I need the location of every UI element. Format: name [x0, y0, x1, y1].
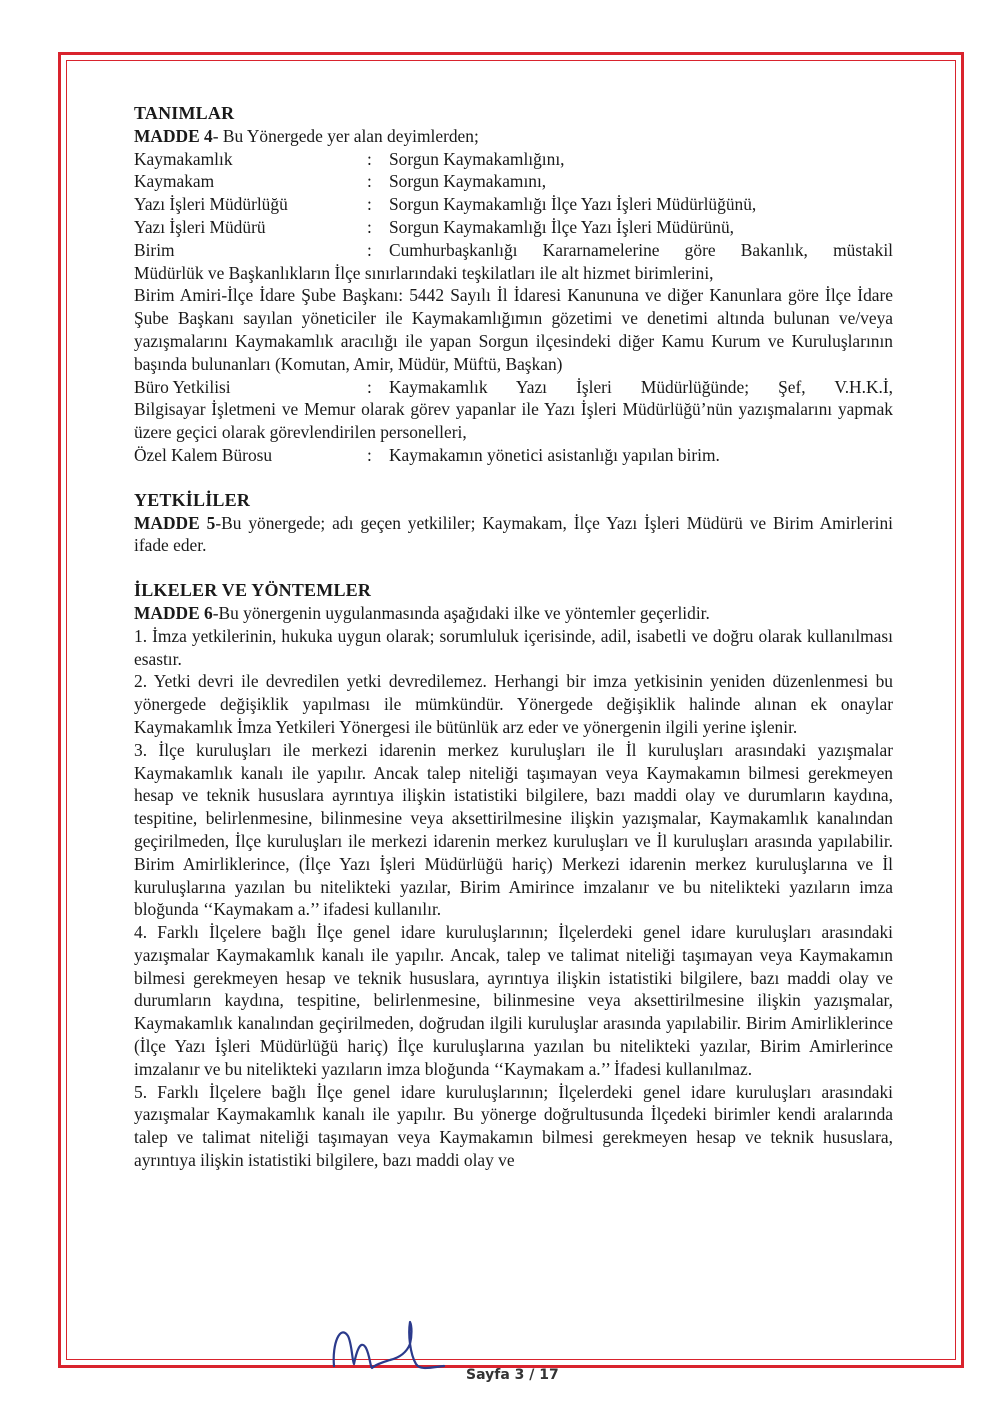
- definition-term: Özel Kalem Bürosu: [134, 444, 273, 465]
- definition-term: Yazı İşleri Müdürlüğü: [134, 194, 288, 215]
- definition-term: Kaymakamlık: [134, 148, 233, 169]
- section-heading-yetkililer: YETKİLİLER: [134, 489, 251, 510]
- madde-6-text: -Bu yönergenin uygulanmasında aşağıdaki ilke ve yöntemler geçerlidir.: [212, 602, 710, 623]
- definition-row: [134, 170, 893, 193]
- madde-5-label: MADDE 5: [134, 512, 216, 533]
- definition-value: Sorgun Kaymakamını,: [389, 171, 547, 192]
- definition-row: [134, 193, 893, 216]
- principle-item: 1. İmza yetkilerinin, hukuka uygun olarak; sorumluluk içerisinde, adil, isabetli ve doğru olarak kullanılması esastır.: [134, 625, 893, 669]
- definition-row-birim: [134, 239, 893, 262]
- definition-value: Kaymakamın yönetici asistanlığı yapılan birim.: [389, 444, 720, 465]
- birim-amiri-definition: Birim Amiri-İlçe İdare Şube Başkanı: 5442 Sayılı İl İdaresi Kanununa ve diğer Kanunlara göre İlçe İdare Şube Başkanı sayılan yöneticiler ile Kaymakamlığımın gözetimi ve denetimi altında bulunan ve/veya yazışmalarını Kaymakamlık aracılığı ile yapan Sorgun ilçesindeki diğer Kamu Kurum ve Kuruluşlarının başında bulunanları (Komutan, Amir, Müdür, Müftü, Başkan): [134, 285, 893, 374]
- definition-row-ozel-kalem: [134, 444, 893, 467]
- definition-colon: :: [367, 171, 372, 192]
- definition-colon: :: [367, 194, 372, 215]
- principle-item: 3. İlçe kuruluşları ile merkezi idarenin merkez kuruluşları ile İl kuruluşları arasındaki yazışmalar Kaymakamlık kanalı ile yapılır. Ancak talep niteliği taşımayan veya Kaymakamın bilmesi gerekmeyen hesap ve teknik hususlara ayrıntıya ilişkin istatistiki bilgilere, bazı maddi olay ve durumların kaydına, tespitine, belirlenmesine, bilinmesine veya aksettirilmesine ilişkin yazışmalar, Kaymakamlık kanalından geçirilmeden, İlçe kuruluşları ile merkezi idarenin merkez kuruluşları ve İl kuruluşları arasında yapılabilir. Birim Amirliklerince, (İlçe Yazı İşleri Müdürlüğü hariç) Merkezi idarenin merkez kuruluşlarına ve İl kuruluşlarına yazılan bu nitelikteki yazılar, Birim Amirince imzalanır ve bu nitelikteki yazıların imza bloğunda ‘‘Kaymakam a.’’ ifadesi kullanılır.: [134, 739, 893, 920]
- definition-term: Birim: [134, 239, 175, 260]
- definition-colon: :: [367, 239, 372, 260]
- definition-value: Sorgun Kaymakamlığı İlçe Yazı İşleri Müdürlüğünü,: [389, 194, 757, 215]
- definition-value: Cumhurbaşkanlığı Kararnamelerine göre Bakanlık, müstakil: [389, 239, 893, 260]
- definition-row-buro: [134, 376, 893, 399]
- definition-value: Sorgun Kaymakamlığı İlçe Yazı İşleri Müdürünü,: [389, 216, 735, 237]
- birim-continuation: Müdürlük ve Başkanlıkların İlçe sınırlarındaki teşkilatları ile alt hizmet birimlerini,: [134, 262, 714, 283]
- section-heading-ilkeler: İLKELER VE YÖNTEMLER: [134, 580, 372, 601]
- buro-continuation: Bilgisayar İşletmeni ve Memur olarak görev yapanlar ile Yazı İşleri Müdürlüğü’nün yazışmalarını yapmak üzere geçici olarak görevlendirilen personelleri,: [134, 399, 893, 443]
- madde-4: [134, 125, 893, 148]
- document-body: [134, 102, 893, 1172]
- page-number: [466, 1367, 559, 1383]
- definition-row: [134, 148, 893, 171]
- page-prefix: Sayfa: [466, 1367, 515, 1383]
- definition-colon: :: [367, 148, 372, 169]
- principle-item: 4. Farklı İlçelere bağlı İlçe genel idare kuruluşlarının; İlçelerdeki genel idare kuruluşları arasındaki yazışmalar Kaymakamlık kanalı ile yapılır. Ancak, talep ve talimat niteliği taşımayan veya Kaymakamın bilmesi gerekmeyen hesap ve teknik hususlara, ayrıntıya ilişkin istatistiki bilgilere, bazı maddi olay ve durumların kaydına, tespitine, belirlenmesine, bilinmesine veya aksettirilmesine ilişkin yazışmalar, Kaymakamlık kanalından geçirilmeden, doğrudan ilgili kuruluşlar arasında yapılabilir. Birim Amirliklerince (İlçe Yazı İşleri Müdürlüğü hariç) İlçe kuruluşlarına yazılan bu nitelikteki yazılar, Birim Amirlerince imzalanır ve bu nitelikteki yazıların imza bloğunda ‘‘Kaymakam a.’’ İfadesi kullanılmaz.: [134, 922, 893, 1079]
- page-current: 3: [514, 1367, 525, 1383]
- principle-item: 2. Yetki devri ile devredilen yetki devredilemez. Herhangi bir imza yetkisinin yeniden düzenlenmesi bu yönergede değişiklik yapılması ile mümkündür. Yönergede değişiklik halinde alınan ek onaylar Kaymakamlık İmza Yetkileri Yönergesi ile bütünlük arz eder ve yönergenin ilgili yerine işlenir.: [134, 671, 893, 737]
- madde-4-text: - Bu Yönergede yer alan deyimlerden;: [212, 125, 479, 146]
- definition-colon: :: [367, 216, 372, 237]
- definition-colon: :: [367, 444, 372, 465]
- madde-6: [134, 602, 893, 625]
- definition-term: Büro Yetkilisi: [134, 376, 231, 397]
- definition-colon: :: [367, 376, 372, 397]
- definition-term: Yazı İşleri Müdürü: [134, 216, 266, 237]
- definition-term: Kaymakam: [134, 171, 215, 192]
- definition-row: [134, 216, 893, 239]
- madde-4-label: MADDE 4: [134, 125, 213, 146]
- madde-5: [134, 512, 893, 558]
- principle-item: 5. Farklı İlçelere bağlı İlçe genel idare kuruluşlarının; İlçelerdeki genel idare kuruluşları arasındaki yazışmalar Kaymakamlık kanalı ile yapılır. Bu yönerge doğrultusunda İlçedeki birimler kendi aralarında talep ve talimat niteliği taşımayan veya Kaymakamın bilmesi gerekmeyen hesap ve teknik hususlara, ayrıntıya ilişkin istatistiki bilgilere, bazı maddi olay ve: [134, 1081, 893, 1171]
- definition-value: Kaymakamlık Yazı İşleri Müdürlüğünde; Şef, V.H.K.İ,: [389, 376, 893, 397]
- section-heading-tanimlar: TANIMLAR: [134, 103, 235, 123]
- madde-6-label: MADDE 6: [134, 602, 213, 623]
- handwritten-signature: [326, 1314, 450, 1374]
- definition-value: Sorgun Kaymakamlığını,: [389, 148, 565, 169]
- page-total: 17: [539, 1367, 559, 1383]
- page-separator: /: [524, 1367, 540, 1383]
- madde-5-text: -Bu yönergede; adı geçen yetkililer; Kaymakam, İlçe Yazı İşleri Müdürü ve Birim Amirlerini ifade eder.: [134, 512, 894, 556]
